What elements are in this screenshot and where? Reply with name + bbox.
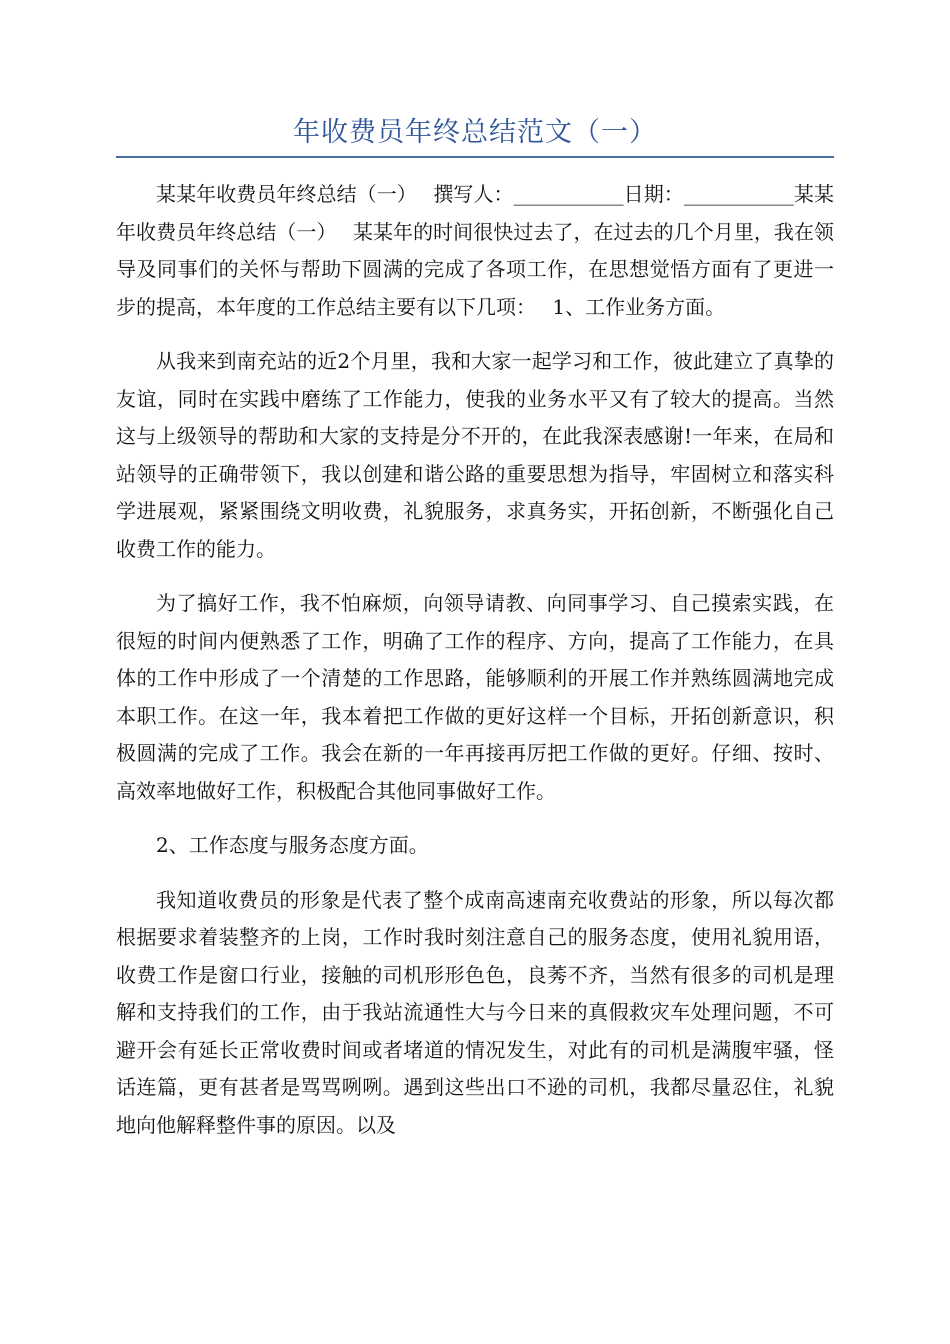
document-title: 年收费员年终总结范文（一） [293,117,657,148]
section-heading-attitude: 2、工作态度与服务态度方面。 [156,833,429,857]
paragraph-work-experience: 从我来到南充站的近2个月里，我和大家一起学习和工作，彼此建立了真挚的友谊，同时在实践中磨练了工作能力，使我的业务水平又有了较大的提高。当然这与上级领导的帮助和大家的支持是分不开的，在此我深表感谢!一年来，在局和站领导的正确带领下，我以创建和谐公路的重要思想为指导，牢固树立和落实科学进展观，紧紧围绕文明收费，礼貌服务，求真务实，开拓创新，不断强化自己收费工作的能力。 [116,349,834,561]
paragraph-intro: 某某年收费员年终总结（一） 撰写人：___________日期：___________某某年收费员年终总结（一） 某某年的时间很快过去了，在过去的几个月里，我在领导及同事们的关怀与帮助下圆满的完成了各项工作，在思想觉悟方面有了更进一步的提高，本年度的工作总结主要有以下几项： 1、工作业务方面。 [116,182,834,319]
paragraph-work-practice: 为了搞好工作，我不怕麻烦，向领导请教、向同事学习、自己摸索实践，在很短的时间内便熟悉了工作，明确了工作的程序、方向，提高了工作能力，在具体的工作中形成了一个清楚的工作思路，能够顺利的开展工作并熟练圆满地完成本职工作。在这一年，我本着把工作做的更好这样一个目标，开拓创新意识，积极圆满的完成了工作。我会在新的一年再接再厉把工作做的更好。仔细、按时、高效率地做好工作，积极配合其他同事做好工作。 [116,591,834,803]
title-block [116,112,834,158]
document-body [116,176,834,1161]
paragraph-service-attitude: 我知道收费员的形象是代表了整个成南高速南充收费站的形象，所以每次都根据要求着装整齐的上岗，工作时我时刻注意自己的服务态度，使用礼貌用语，收费工作是窗口行业，接触的司机形形色色，良莠不齐，当然有很多的司机是理解和支持我们的工作，由于我站流通性大与今日来的真假救灾车处理问题，不可避开会有延长正常收费时间或者堵道的情况发生，对此有的司机是满腹牢骚，怪话连篇，更有甚者是骂骂咧咧。遇到这些出口不逊的司机，我都尽量忍住，礼貌地向他解释整件事的原因。以及 [116,887,834,1137]
